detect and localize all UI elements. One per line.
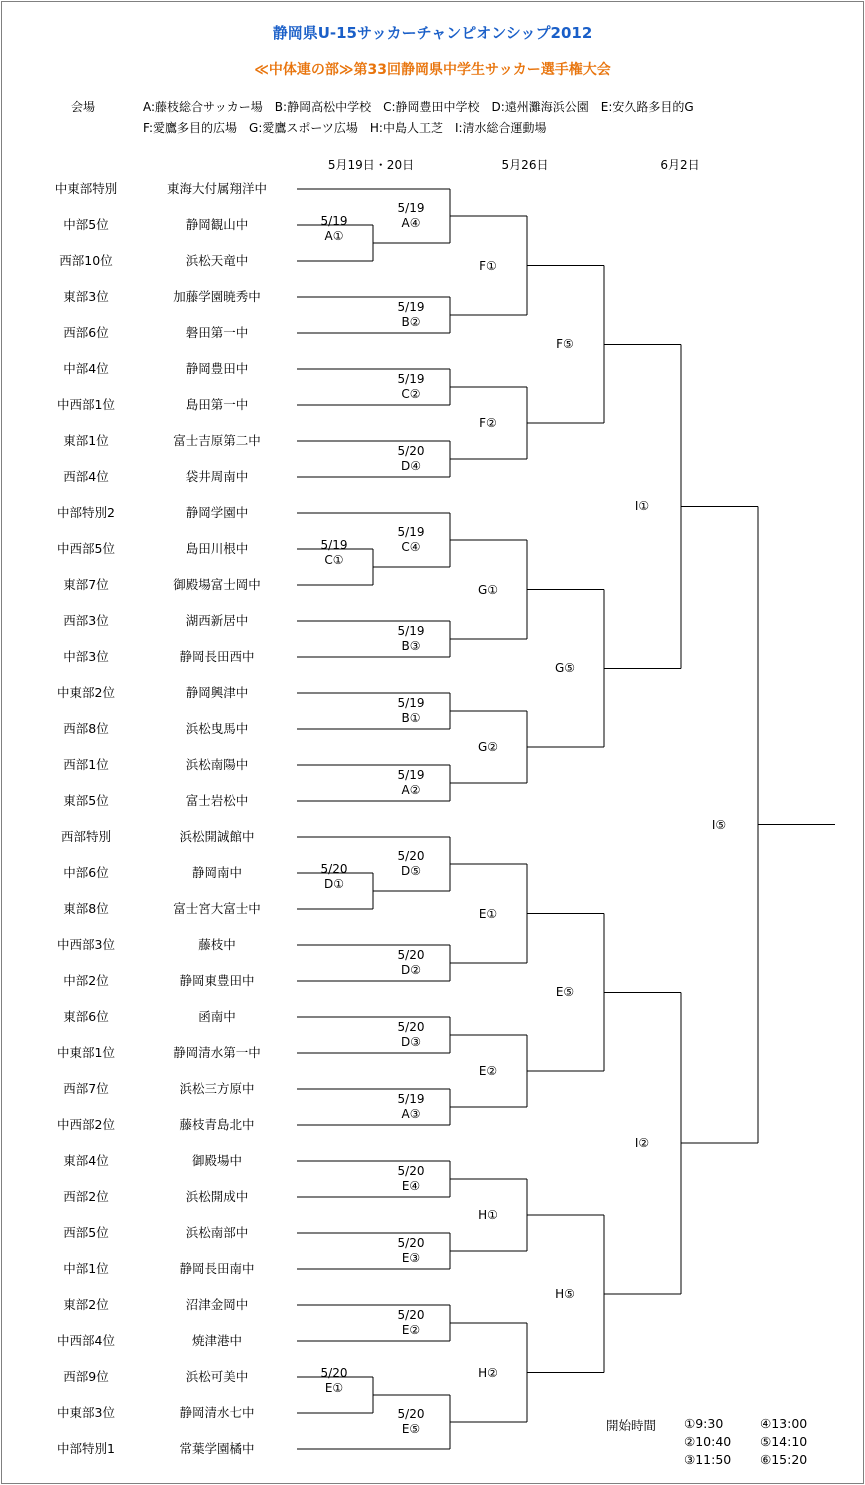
prelim-match-date: 5/20	[320, 862, 348, 876]
round1-match-date: 5/20	[397, 849, 425, 863]
quarter-match-code: F⑤	[556, 337, 574, 352]
kickoff-time-5: ⑤14:10	[760, 1434, 808, 1449]
team-seed: 東部3位	[63, 289, 109, 304]
team-name: 沼津金岡中	[185, 1297, 249, 1312]
round1-match-code: A③	[401, 1107, 421, 1121]
team-seed: 西部3位	[63, 613, 109, 628]
prelim-match-date: 5/19	[320, 214, 348, 228]
team-name: 磐田第一中	[185, 325, 249, 340]
team-seed: 中西部2位	[57, 1117, 115, 1132]
team-name: 御殿場中	[191, 1153, 242, 1168]
team-seed: 西部8位	[63, 721, 109, 736]
team-seed: 西部1位	[63, 757, 109, 772]
round1-match-code: E⑤	[401, 1422, 421, 1436]
kickoff-time-3: ③11:50	[684, 1452, 732, 1467]
round1-match-code: E③	[401, 1251, 421, 1265]
round1-match-code: B①	[401, 711, 421, 725]
team-seed: 中部3位	[63, 649, 109, 664]
team-name: 静岡豊田中	[185, 361, 249, 376]
team-seed: 東部1位	[63, 433, 109, 448]
round2-match-code: G①	[477, 582, 499, 597]
team-name: 浜松天竜中	[185, 253, 249, 268]
team-name: 浜松南陽中	[185, 757, 249, 772]
team-seed: 中部6位	[63, 865, 109, 880]
team-name: 藤枝青島北中	[179, 1117, 255, 1132]
team-seed: 中部特別2	[57, 505, 115, 520]
team-seed: 西部特別	[60, 829, 111, 844]
team-seed: 中東部2位	[57, 685, 115, 700]
team-seed: 中部2位	[63, 973, 109, 988]
round1-match-date: 5/20	[397, 1236, 425, 1250]
round1-match-date: 5/20	[397, 1407, 425, 1421]
round1-match-date: 5/19	[397, 300, 425, 314]
venue-label: 会場	[71, 100, 96, 114]
team-name: 浜松可美中	[185, 1369, 249, 1384]
round1-match-date: 5/20	[397, 1020, 425, 1034]
team-name: 静岡東豊田中	[179, 973, 255, 988]
round1-match-date: 5/19	[397, 201, 425, 215]
round1-match-code: D②	[401, 963, 421, 977]
round-header-3: 6月2日	[660, 158, 700, 172]
venue-line-1: A:藤枝総合サッカー場 B:静岡高松中学校 C:静岡豊田中学校 D:遠州灘海浜公園 E:安久路多目的G	[143, 100, 694, 114]
team-seed: 西部6位	[63, 325, 109, 340]
prelim-match-code: D①	[324, 877, 344, 891]
round1-match-date: 5/19	[397, 1092, 425, 1106]
round1-match-code: B②	[401, 315, 421, 329]
round2-match-code: F②	[479, 416, 497, 430]
team-name: 浜松開成中	[185, 1189, 249, 1204]
final-match-code: I⑤	[711, 817, 727, 832]
prelim-match-code: A①	[324, 229, 344, 243]
venue-line-2: F:愛鷹多目的広場 G:愛鷹スポーツ広場 H:中島人工芝 I:清水総合運動場	[143, 121, 547, 135]
team-seed: 東部8位	[63, 901, 109, 916]
kickoff-label: 開始時間	[606, 1418, 657, 1433]
round1-match-date: 5/20	[397, 1164, 425, 1178]
round1-match-code: B③	[401, 639, 421, 653]
round2-match-code: E①	[478, 906, 498, 921]
team-name: 静岡南中	[191, 865, 242, 880]
team-name: 湖西新居中	[185, 613, 249, 628]
team-name: 静岡学園中	[185, 505, 249, 520]
round2-match-code: F①	[479, 258, 497, 273]
team-seed: 中東部1位	[57, 1045, 115, 1060]
quarter-match-code: E⑤	[555, 985, 575, 1000]
semi-match-code: I②	[634, 1136, 650, 1150]
team-seed: 中東部3位	[57, 1405, 115, 1420]
page-subtitle: ≪中体連の部≫第33回静岡県中学生サッカー選手権大会	[254, 62, 611, 78]
round1-match-code: D⑤	[401, 864, 421, 878]
round1-match-date: 5/19	[397, 696, 425, 710]
prelim-match-code: C①	[324, 553, 344, 567]
quarter-match-code: H⑤	[555, 1286, 575, 1301]
team-seed: 西部4位	[63, 469, 109, 484]
prelim-match-date: 5/19	[320, 538, 348, 552]
quarter-match-code: G⑤	[554, 661, 576, 676]
team-name: 静岡興津中	[185, 685, 249, 700]
team-name: 浜松開誠館中	[179, 829, 255, 844]
team-name: 島田川根中	[185, 541, 249, 556]
team-name: 御殿場富士岡中	[173, 577, 261, 592]
prelim-match-code: E①	[324, 1381, 344, 1395]
round1-match-date: 5/20	[397, 1308, 425, 1322]
round1-match-date: 5/19	[397, 624, 425, 638]
team-name: 富士宮大富士中	[173, 901, 261, 916]
round1-match-code: A④	[401, 216, 421, 230]
round1-match-date: 5/20	[397, 948, 425, 962]
team-seed: 東部4位	[63, 1153, 109, 1168]
team-seed: 西部5位	[63, 1225, 109, 1240]
kickoff-time-6: ⑥15:20	[760, 1452, 808, 1467]
team-name: 藤枝中	[198, 937, 236, 952]
round2-match-code: G②	[477, 740, 499, 754]
team-seed: 西部10位	[59, 253, 113, 268]
round1-match-date: 5/19	[397, 372, 425, 386]
team-seed: 西部9位	[63, 1369, 109, 1384]
team-name: 静岡観山中	[185, 217, 249, 232]
team-seed: 中東部特別	[54, 181, 118, 196]
team-seed: 西部7位	[63, 1081, 109, 1096]
team-name: 島田第一中	[185, 397, 249, 412]
team-name: 加藤学園暁秀中	[173, 289, 261, 304]
round2-match-code: E②	[478, 1064, 498, 1078]
round1-match-code: D④	[401, 459, 421, 473]
team-name: 浜松曳馬中	[185, 721, 249, 736]
team-name: 焼津港中	[191, 1333, 242, 1348]
team-seed: 東部7位	[63, 577, 109, 592]
round1-match-code: E②	[401, 1323, 421, 1337]
team-name: 袋井周南中	[185, 469, 249, 484]
round-header-1: 5月19日・20日	[327, 158, 415, 172]
round1-match-date: 5/19	[397, 768, 425, 782]
team-name: 富士岩松中	[185, 793, 249, 808]
team-seed: 東部6位	[63, 1009, 109, 1024]
team-name: 函南中	[198, 1009, 236, 1024]
team-name: 浜松三方原中	[179, 1081, 255, 1096]
team-seed: 中西部5位	[57, 541, 115, 556]
kickoff-time-1: ①9:30	[684, 1416, 724, 1431]
round1-match-code: C②	[401, 387, 421, 401]
prelim-match-date: 5/20	[320, 1366, 348, 1380]
team-name: 富士吉原第二中	[173, 433, 261, 448]
team-name: 東海大付属翔洋中	[166, 181, 267, 196]
team-seed: 中部特別1	[57, 1441, 115, 1456]
team-seed: 西部2位	[63, 1189, 109, 1204]
team-seed: 中部4位	[63, 361, 109, 376]
team-seed: 東部5位	[63, 793, 109, 808]
round1-match-code: D③	[401, 1035, 421, 1049]
team-seed: 中西部4位	[57, 1333, 115, 1348]
round1-match-code: E④	[401, 1179, 421, 1193]
team-seed: 中西部3位	[57, 937, 115, 952]
round1-match-date: 5/20	[397, 444, 425, 458]
team-name: 静岡長田南中	[179, 1261, 255, 1276]
round2-match-code: H②	[478, 1365, 498, 1380]
team-seed: 中西部1位	[57, 397, 115, 412]
team-seed: 中部1位	[63, 1261, 109, 1276]
team-name: 常葉学園橘中	[179, 1441, 255, 1456]
semi-match-code: I①	[634, 499, 650, 514]
page-title: 静岡県U-15サッカーチャンピオンシップ2012	[272, 24, 593, 42]
round1-match-date: 5/19	[397, 525, 425, 539]
round1-match-code: A②	[401, 783, 421, 797]
team-name: 静岡清水第一中	[173, 1045, 261, 1060]
team-name: 静岡清水七中	[179, 1405, 255, 1420]
team-seed: 中部5位	[63, 217, 109, 232]
team-name: 浜松南部中	[185, 1225, 249, 1240]
kickoff-time-4: ④13:00	[760, 1416, 808, 1431]
team-name: 静岡長田西中	[179, 649, 255, 664]
round-header-2: 5月26日	[501, 158, 549, 172]
round1-match-code: C④	[401, 540, 421, 554]
round2-match-code: H①	[478, 1208, 498, 1222]
kickoff-time-2: ②10:40	[684, 1434, 732, 1449]
team-seed: 東部2位	[63, 1297, 109, 1312]
